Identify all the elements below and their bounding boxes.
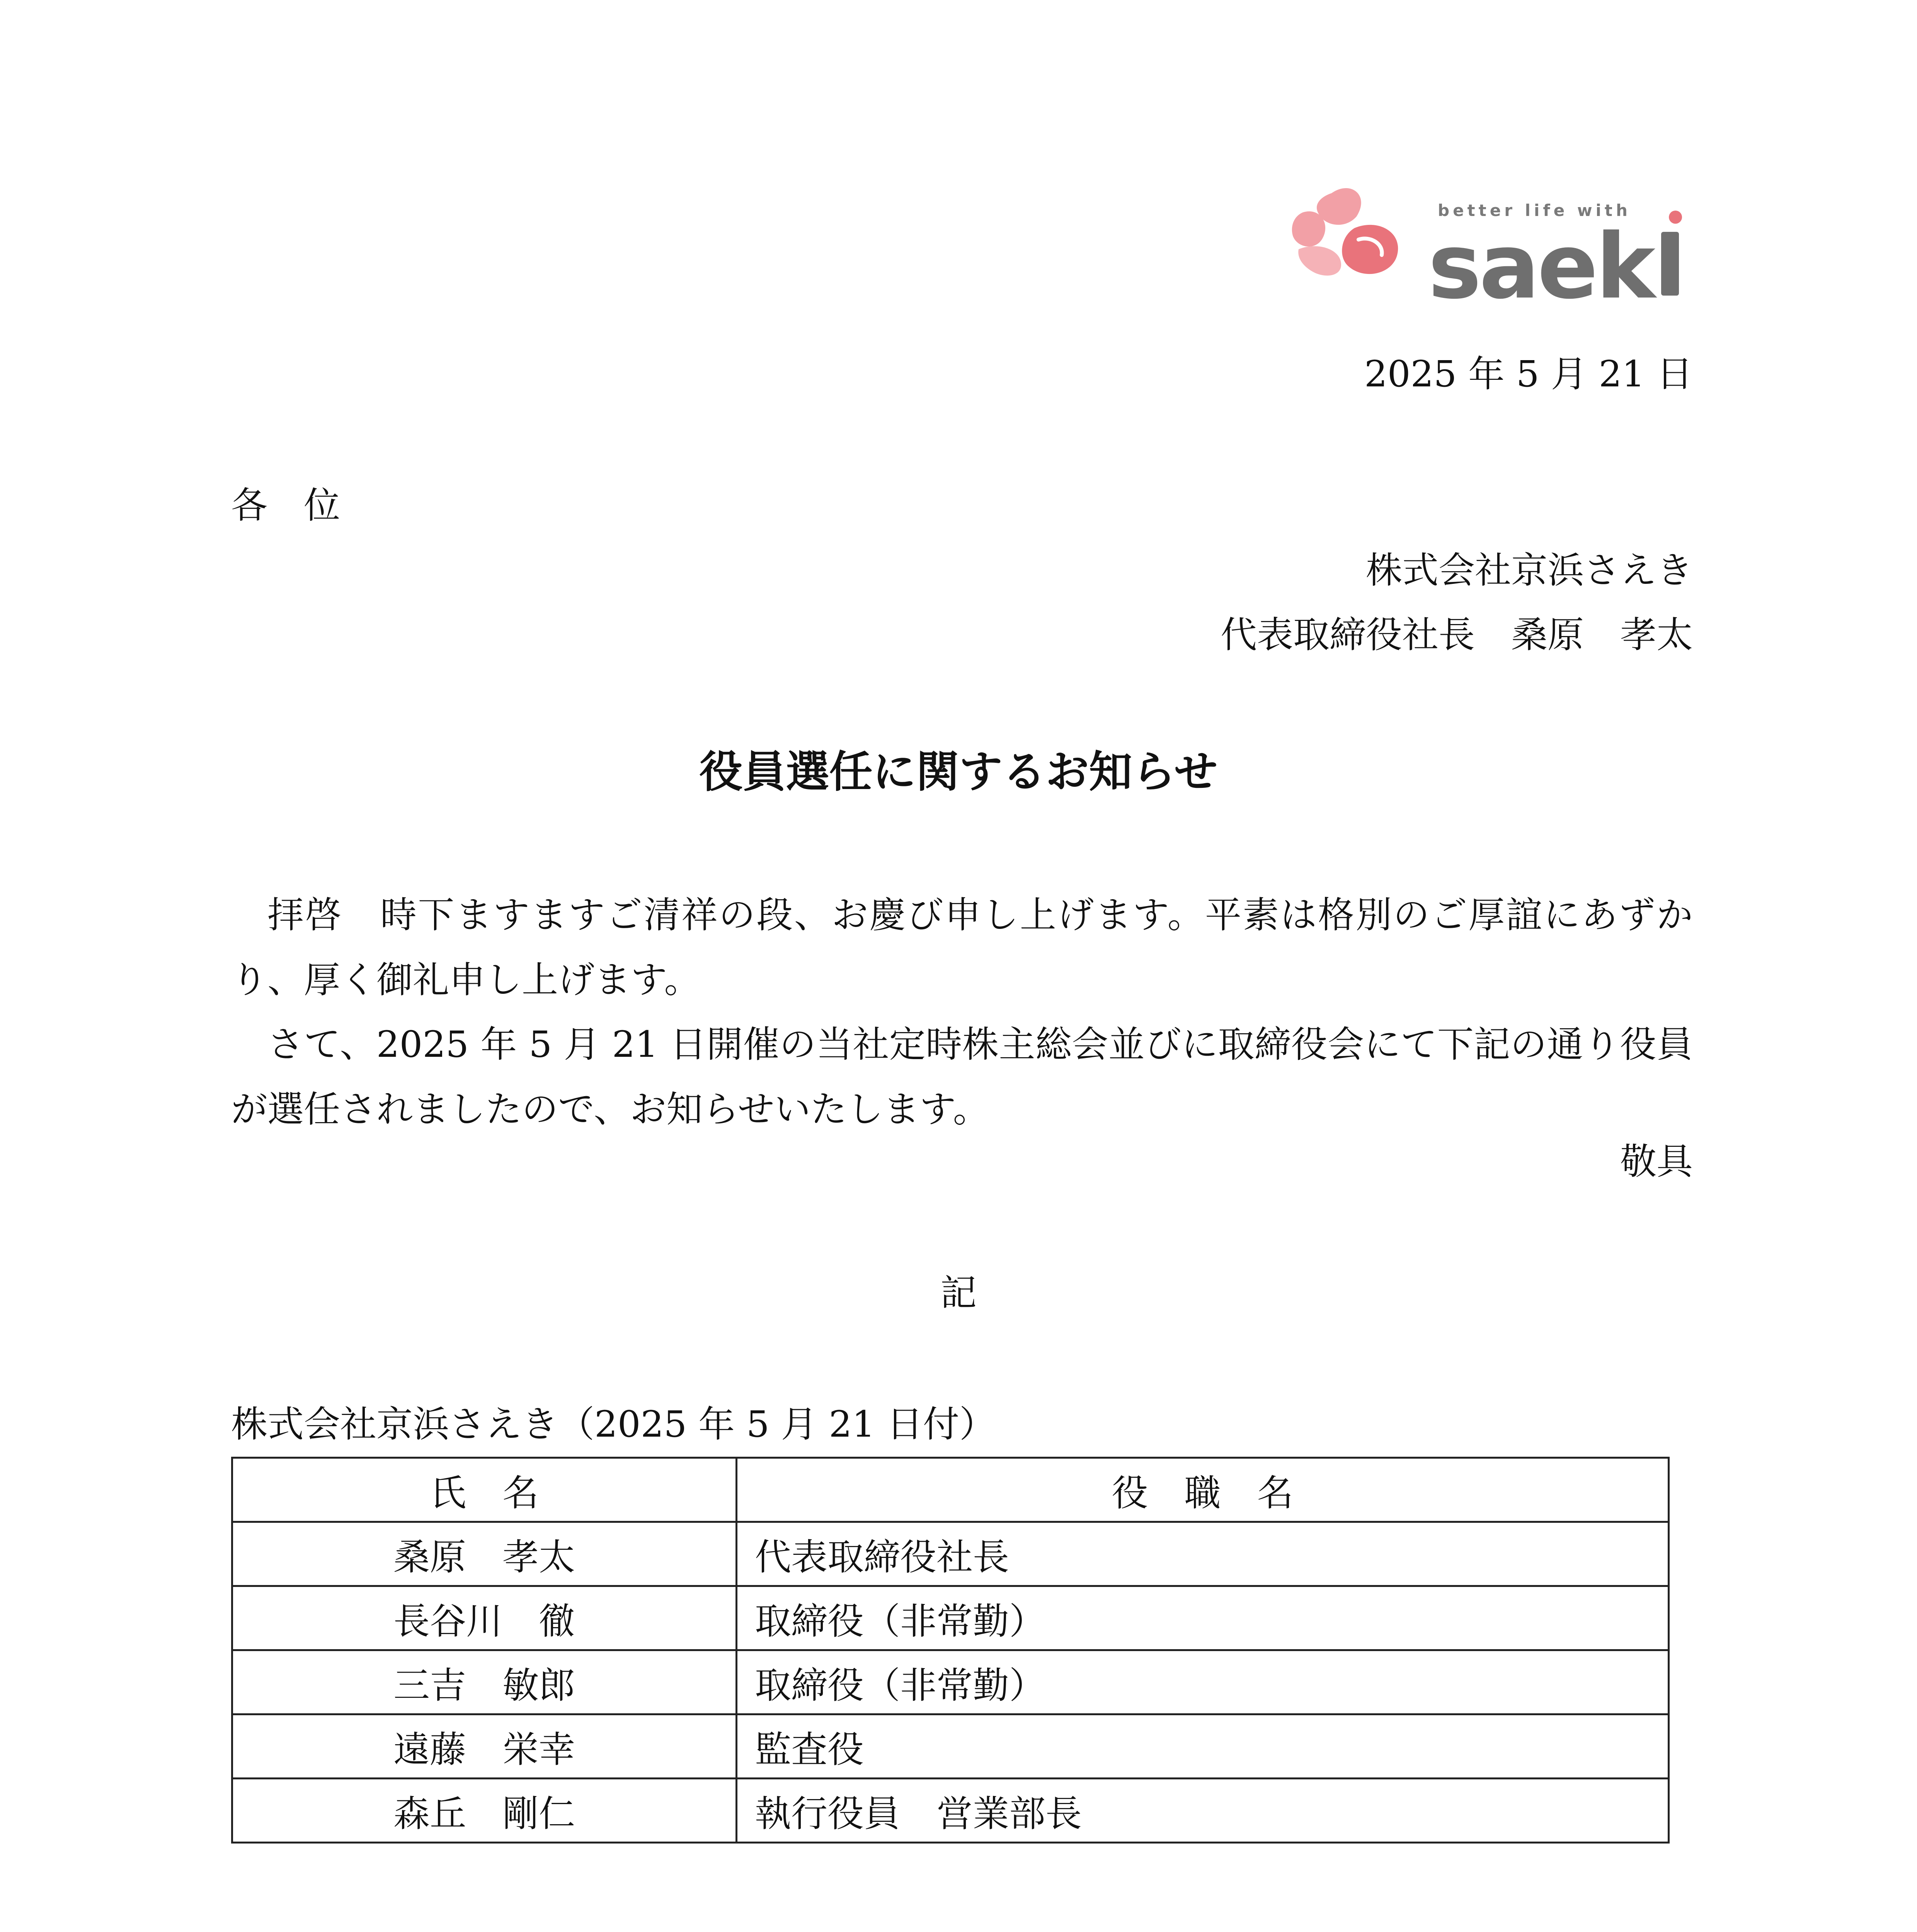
header-name: 氏 名 (232, 1458, 737, 1522)
officer-name: 桑原 孝太 (232, 1522, 737, 1586)
officer-position: 執行役員 営業部長 (737, 1779, 1669, 1843)
officer-position: 取締役（非常勤） (737, 1586, 1669, 1650)
document-date: 2025 年 5 月 21 日 (1364, 353, 1693, 395)
officer-name: 長谷川 徹 (232, 1586, 737, 1650)
table-row (232, 1586, 1669, 1650)
table-row (232, 1650, 1669, 1714)
table-row (232, 1522, 1669, 1586)
addressee: 各 位 (231, 485, 340, 527)
announcement-paragraph: さて、2025 年 5 月 21 日開催の当社定時株主総会並びに取締役会にて下記の通り役員が選任されましたので、お知らせいたします。 (231, 1024, 1693, 1131)
logo-wordmark-i (1661, 232, 1679, 296)
officers-table (231, 1457, 1670, 1844)
logo-dot (1669, 211, 1682, 224)
logo-wordmark: saek (1428, 214, 1653, 319)
document-title: 役員選任に関するお知らせ (699, 747, 1218, 797)
officer-name: 遠藤 栄幸 (232, 1714, 737, 1779)
officer-position: 代表取締役社長 (737, 1522, 1669, 1586)
logo-tagline: better life with (1438, 201, 1631, 220)
table-header-row (232, 1458, 1669, 1522)
closing-phrase: 敬具 (1620, 1141, 1693, 1183)
table-caption: 株式会社京浜さえき（2025 年 5 月 21 日付） (231, 1403, 996, 1446)
table-row (232, 1779, 1669, 1843)
sender-representative: 代表取締役社長 桑原 孝太 (1220, 614, 1693, 656)
greeting-paragraph: 拝啓 時下ますますご清祥の段、お慶び申し上げます。平素は格別のご厚誼にあずかり、厚く御礼申し上げます。 (231, 894, 1693, 1001)
ki-marker: 記 (940, 1272, 977, 1314)
sender-company: 株式会社京浜さえき (1365, 549, 1693, 592)
officer-name: 三吉 敏郎 (232, 1650, 737, 1714)
officer-position: 取締役（非常勤） (737, 1650, 1669, 1714)
officer-position: 監査役 (737, 1714, 1669, 1779)
officer-name: 森丘 剛仁 (232, 1779, 737, 1843)
header-position: 役 職 名 (737, 1458, 1669, 1522)
table-row (232, 1714, 1669, 1779)
